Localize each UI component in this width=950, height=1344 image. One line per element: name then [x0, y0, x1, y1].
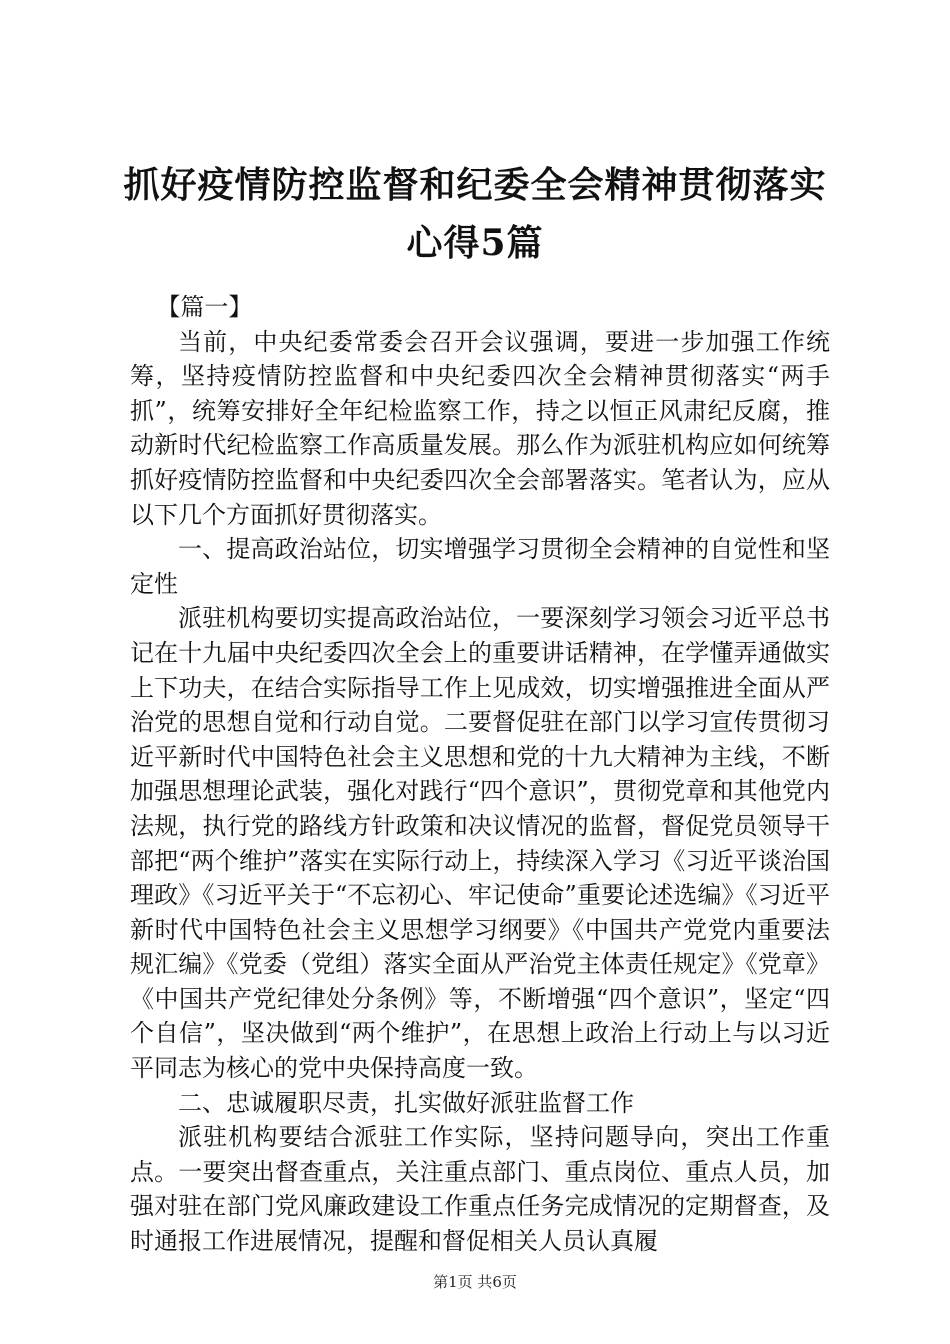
heading-section-1: 一、提高政治站位，切实增强学习贯彻全会精神的自觉性和坚定性 — [130, 535, 830, 598]
paragraph-section-2: 派驻机构要结合派驻工作实际，坚持问题导向，突出工作重点。一要突出督查重点，关注重点部门、重点岗位、重点人员，加强对驻在部门党风廉政建设工作重点任务完成情况的定期督查，及时通报工作进展情况，提醒和督促相关人员认真履 — [130, 1123, 830, 1256]
paragraph-section-1: 派驻机构要切实提高政治站位，一要深刻学习领会习近平总书记在十九届中央纪委四次全会上的重要讲话精神，在学懂弄通做实上下功夫，在结合实际指导工作上见成效，切实增强推进全面从严治党的思想自觉和行动自觉。二要督促驻在部门以学习宣传贯彻习近平新时代中国特色社会主义思想和党的十九大精神为主线，不断加强思想理论武装，强化对践行“四个意识”，贯彻党章和其他党内法规，执行党的路线方针政策和决议情况的监督，督促党员领导干部把“两个维护”落实在实际行动上，持续深入学习《习近平谈治国理政》《习近平关于“不忘初心、牢记使命”重要论述选编》《习近平新时代中国特色社会主义思想学习纲要》《中国共产党党内重要法规汇编》《党委（党组）落实全面从严治党主体责任规定》《党章》《中国共产党纪律处分条例》等，不断增强“四个意识”，坚定“四个自信”，坚决做到“两个维护”，在思想上政治上行动上与以习近平同志为核心的党中央保持高度一致。 — [130, 604, 830, 1083]
heading-section-2: 二、忠诚履职尽责，扎实做好派驻监督工作 — [178, 1088, 634, 1117]
section-marker: 【篇一】 — [156, 293, 253, 321]
paragraph-intro: 当前，中央纪委常委会召开会议强调，要进一步加强工作统筹，坚持疫情防控监督和中央纪委四次全会精神贯彻落实“两手抓”，统筹安排好全年纪检监察工作，持之以恒正风肃纪反腐，推动新时代纪检监察工作高质量发展。那么作为派驻机构应如何统筹抓好疫情防控监督和中央纪委四次全会部署落实。笔者认为，应从以下几个方面抓好贯彻落实。 — [130, 327, 830, 529]
document-title: 抓好疫情防控监督和纪委全会精神贯彻落实心得5篇 — [123, 164, 827, 264]
page-footer: 第1页 共6页 — [433, 1273, 517, 1291]
document-body — [130, 290, 830, 1259]
